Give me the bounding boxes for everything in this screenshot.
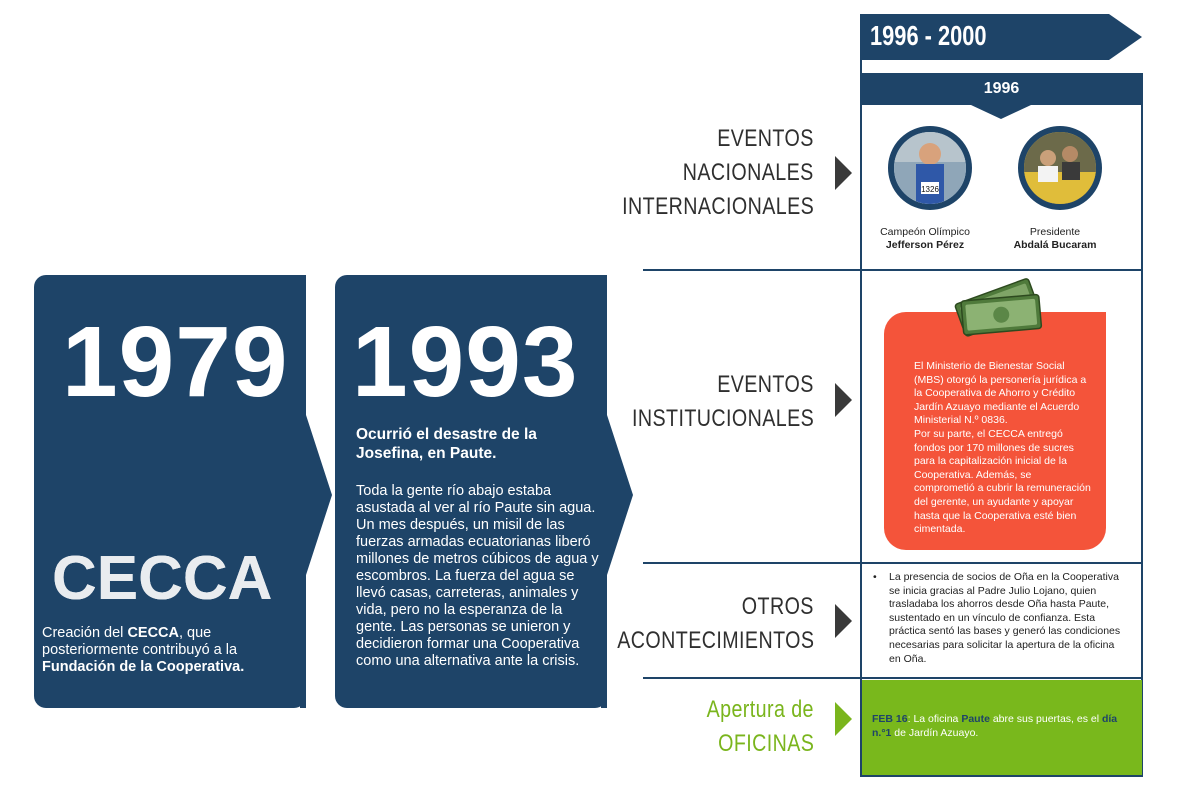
person-caption-2 [1000, 226, 1110, 252]
bullet-icon: • [873, 571, 877, 583]
otros-text: La presencia de socios de Oña en la Cooperativa se inicia gracias al Padre Julio Lojano, quien trasladaba los ahorros desde Oña hasta Paute, sustentado en un vínculo de confianza. Esta práctica sentó las bases y generó las condiciones necesarias para solicitar la apertura de la oficina en Oña. [889, 571, 1121, 665]
institucional-text: El Ministerio de Bienestar Social (MBS) otorgó la personería jurídica a la Cooperativa de Ahorro y Crédito Jardín Azuayo mediante el Acuerdo Ministerial N.º 0836. Por su parte, el CECCA entregó fondos por 170 millones de sucres para la capitalización inicial de la Cooperativa. Además, se comprometió a cubrir la remuneración del gerente, un ayudante y apoyar hasta que la Cooperativa esté bien cimentada. [914, 360, 1091, 536]
avatar-jefferson-perez [888, 126, 972, 210]
president-photo-icon [1024, 132, 1096, 204]
chevron-right-icon [835, 383, 852, 417]
category-apertura-line1: Apertura de [706, 696, 814, 723]
category-apertura-line2: OFICINAS [717, 730, 814, 757]
row-divider-1 [643, 269, 1143, 271]
category-nacionales-line2: NACIONALES [683, 159, 814, 186]
person-name: Abdalá Bucaram [1013, 239, 1097, 251]
row-divider-2 [643, 562, 1143, 564]
category-apertura [600, 693, 814, 763]
apertura-text: FEB 16: La oficina Paute abre sus puertas, es el día n.°1 de Jardín Azuayo. [872, 713, 1118, 739]
category-otros-line1: OTROS [741, 593, 814, 620]
chevron-right-icon [835, 156, 852, 190]
svg-text:1326: 1326 [921, 185, 939, 194]
avatar-abdala-bucaram [1018, 126, 1102, 210]
category-institucionales [600, 368, 814, 438]
money-bills-icon [948, 272, 1048, 342]
person-role: Presidente [1029, 226, 1081, 238]
card-1979-arrow [300, 275, 334, 708]
category-otros [600, 590, 814, 660]
category-nacionales-line1: EVENTOS [717, 125, 814, 152]
row-divider-3 [643, 677, 1143, 679]
card-1993-body: Toda la gente río abajo estaba asustada al ver al río Paute sin agua. Un mes después, un misil de las fuerzas armadas ecuatorianas liberó millones de metros cúbicos de agua y escombros. La fuerza del agua se llevó casas, carreteras, animales y vida, pero no la esperanza de la gente. Las personas se unieron y decidieron formar una Cooperativa como una alternativa ante la crisis. [356, 483, 599, 669]
person-name: Jefferson Pérez [885, 239, 965, 251]
cecca-logo-text: CECCA [52, 544, 273, 613]
year-1993: 1993 [352, 306, 579, 418]
panel-right-border [1141, 73, 1143, 776]
period-range-label: 1996 - 2000 [870, 20, 987, 51]
category-institucionales-line1: EVENTOS [717, 371, 814, 398]
category-institucionales-line2: INSTITUCIONALES [631, 405, 814, 432]
otros-bullet [873, 571, 1127, 666]
card-1979-text: Creación del CECCA, que posteriormente contribuyó a la Fundación de la Cooperativa. [42, 625, 245, 675]
year-1996-label: 1996 [983, 80, 1020, 97]
category-otros-line2: ACONTECIMIENTOS [616, 627, 814, 654]
card-1993-headline: Ocurrió el desastre de la Josefina, en Paute. [356, 426, 537, 462]
category-nacionales [600, 122, 814, 232]
chevron-right-icon [835, 702, 852, 736]
year-1979: 1979 [62, 306, 289, 418]
person-caption-1 [870, 226, 980, 252]
apertura-date: FEB 16 [872, 713, 908, 725]
panel-bottom-border [860, 775, 1143, 777]
category-nacionales-line3: INTERNACIONALES [621, 193, 814, 220]
runner-photo-icon [894, 132, 966, 204]
person-role: Campeón Olímpico [880, 226, 970, 238]
chevron-right-icon [835, 604, 852, 638]
panel-left-border [860, 14, 862, 776]
